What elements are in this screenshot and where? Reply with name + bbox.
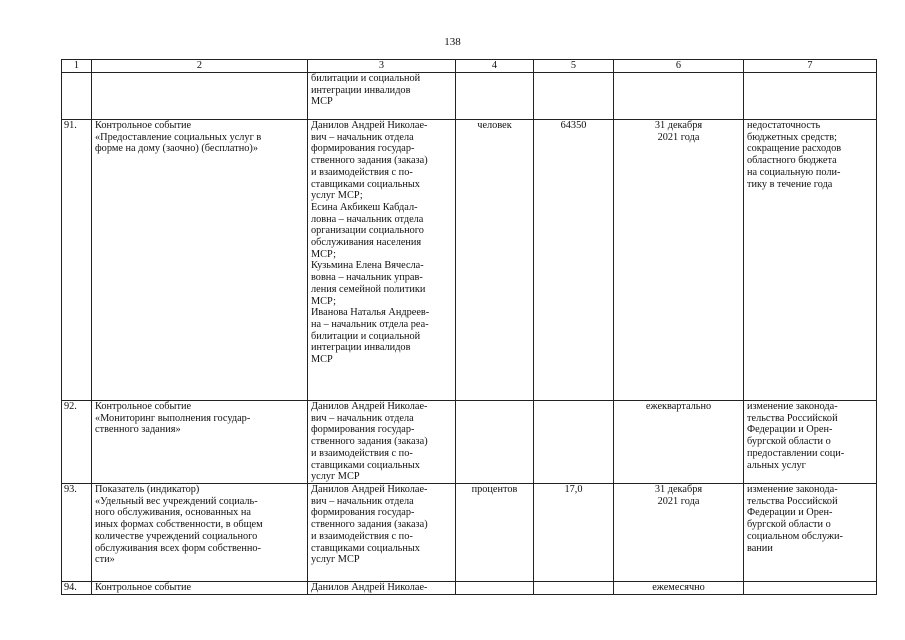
cell-line: Федерации и Орен- — [747, 424, 833, 436]
cell-line: ления семейной политики — [311, 283, 426, 295]
event-name-cell — [92, 401, 308, 484]
table-row — [62, 582, 877, 595]
cell-line: Федерации и Орен- — [747, 507, 833, 519]
event-name-cell — [92, 582, 308, 595]
column-header: 7 — [744, 60, 877, 73]
cell-line: ежемесячно — [652, 582, 705, 593]
cell-line: изменение законода- — [747, 401, 838, 412]
table-row — [62, 73, 877, 120]
page-number: 138 — [444, 36, 461, 48]
cell-line: билитации и социальной — [311, 73, 421, 84]
cell-line: ставщиками социальных — [311, 542, 420, 554]
cell-line: МСР; — [311, 248, 336, 260]
responsible-cell — [308, 401, 456, 484]
cell-line: формирования государ- — [311, 507, 415, 519]
cell-line: услуг МСР — [311, 471, 360, 483]
cell-line: ставщиками социальных — [311, 178, 420, 190]
cell-line: на социальную поли- — [747, 166, 841, 178]
term-cell — [614, 484, 744, 582]
cell-line: сти» — [95, 554, 115, 566]
responsible-cell — [308, 73, 456, 120]
cell-line: 31 декабря — [654, 120, 703, 131]
table-row — [62, 484, 877, 582]
responsible-cell — [308, 120, 456, 401]
table-row — [62, 401, 877, 484]
row-number-cell: 92. — [62, 401, 92, 484]
cell-line: обслуживания населения — [311, 237, 422, 249]
cell-line: услуг МСР; — [311, 190, 363, 202]
value-cell — [534, 401, 614, 484]
row-number-cell: 94. — [62, 582, 92, 595]
cell-line: иных формах собственности, в общем — [95, 519, 263, 531]
cell-line: интеграции инвалидов — [311, 84, 411, 96]
risk-cell — [744, 582, 877, 595]
cell-line: «Мониторинг выполнения государ- — [95, 412, 251, 424]
cell-line: формирования государ- — [311, 143, 415, 155]
cell-line: билитации и социальной — [311, 330, 421, 342]
cell-line: МСР — [311, 354, 333, 366]
cell-line: и взаимодействия с по- — [311, 530, 413, 542]
cell-line: количестве учреждений социального — [95, 530, 258, 542]
column-header: 3 — [308, 60, 456, 73]
cell-line: социальном обслужи- — [747, 530, 843, 542]
cell-line: ственного задания (заказа) — [311, 519, 428, 531]
cell-line: Данилов Андрей Николае- — [311, 484, 428, 495]
responsible-cell — [308, 582, 456, 595]
cell-line: тельства Российской — [747, 412, 838, 424]
cell-line: «Предоставление социальных услуг в — [95, 131, 262, 143]
cell-line: изменение законода- — [747, 484, 838, 495]
value-cell — [534, 582, 614, 595]
cell-line: ного обслуживания, основанных на — [95, 507, 251, 519]
risk-cell — [744, 73, 877, 120]
row-number-cell: 91. — [62, 120, 92, 401]
unit-cell: человек — [456, 120, 534, 401]
term-cell — [614, 73, 744, 120]
cell-line: Данилов Андрей Николае- — [311, 401, 428, 412]
unit-cell — [456, 582, 534, 595]
cell-line: тику в течение года — [747, 178, 833, 190]
cell-line: МСР — [311, 96, 333, 108]
cell-line: Контрольное событие — [95, 401, 192, 412]
column-header: 4 — [456, 60, 534, 73]
term-cell — [614, 120, 744, 401]
unit-cell: процентов — [456, 484, 534, 582]
cell-line: Данилов Андрей Николае- — [311, 120, 428, 131]
cell-line: вич – начальник отдела — [311, 412, 414, 424]
cell-line: и взаимодействия с по- — [311, 447, 413, 459]
cell-line: Есина Акбикеш Кабдал- — [311, 201, 418, 213]
table-header-row — [62, 60, 877, 73]
column-header: 1 — [62, 60, 92, 73]
cell-line: МСР; — [311, 295, 336, 307]
risk-cell — [744, 120, 877, 401]
cell-line: областного бюджета — [747, 155, 837, 167]
cell-line: тельства Российской — [747, 495, 838, 507]
cell-line: 31 декабря — [654, 484, 703, 495]
cell-line: 2021 года — [657, 495, 700, 507]
cell-line: альных услуг — [747, 459, 806, 471]
cell-line: ственного задания (заказа) — [311, 436, 428, 448]
column-header: 6 — [614, 60, 744, 73]
event-name-cell — [92, 484, 308, 582]
cell-line: бюджетных средств; — [747, 131, 838, 143]
cell-line: вовна – начальник управ- — [311, 272, 423, 284]
event-name-cell — [92, 73, 308, 120]
cell-line: ловна – начальник отдела — [311, 213, 424, 225]
cell-line: сокращение расходов — [747, 143, 842, 155]
event-table — [61, 59, 877, 595]
column-header: 2 — [92, 60, 308, 73]
cell-line: 2021 года — [657, 131, 700, 143]
cell-line: Контрольное событие — [95, 120, 192, 131]
cell-line: Показатель (индикатор) — [95, 484, 200, 495]
cell-line: Иванова Наталья Андреев- — [311, 307, 430, 319]
cell-line: ставщиками социальных — [311, 459, 420, 471]
cell-line: предоставлении соци- — [747, 447, 845, 459]
row-number-cell: 93. — [62, 484, 92, 582]
value-cell: 17,0 — [534, 484, 614, 582]
cell-line: ственного задания» — [95, 424, 181, 436]
cell-line: Данилов Андрей Николае- — [311, 582, 428, 593]
cell-line: форме на дому (заочно) (бесплатно)» — [95, 143, 258, 155]
row-number-cell — [62, 73, 92, 120]
term-cell — [614, 401, 744, 484]
cell-line: и взаимодействия с по- — [311, 166, 413, 178]
unit-cell — [456, 401, 534, 484]
risk-cell — [744, 484, 877, 582]
cell-line: обслуживания всех форм собственно- — [95, 542, 261, 554]
cell-line: Контрольное событие — [95, 582, 192, 593]
cell-line: ственного задания (заказа) — [311, 155, 428, 167]
risk-cell — [744, 401, 877, 484]
cell-line: на – начальник отдела реа- — [311, 318, 429, 330]
cell-line: интеграции инвалидов — [311, 342, 411, 354]
term-cell — [614, 582, 744, 595]
table-row — [62, 120, 877, 401]
cell-line: вич – начальник отдела — [311, 495, 414, 507]
cell-line: услуг МСР — [311, 554, 360, 566]
cell-line: недостаточность — [747, 120, 821, 131]
cell-line: вич – начальник отдела — [311, 131, 414, 143]
cell-line: вании — [747, 542, 773, 554]
event-name-cell — [92, 120, 308, 401]
cell-line: формирования государ- — [311, 424, 415, 436]
cell-line: «Удельный вес учреждений социаль- — [95, 495, 258, 507]
cell-line: ежеквартально — [645, 401, 712, 412]
cell-line: организации социального — [311, 225, 424, 237]
value-cell — [534, 73, 614, 120]
value-cell: 64350 — [534, 120, 614, 401]
cell-line: бургской области о — [747, 519, 831, 531]
responsible-cell — [308, 484, 456, 582]
unit-cell — [456, 73, 534, 120]
cell-line: Кузьмина Елена Вячесла- — [311, 260, 424, 272]
cell-line: бургской области о — [747, 436, 831, 448]
column-header: 5 — [534, 60, 614, 73]
